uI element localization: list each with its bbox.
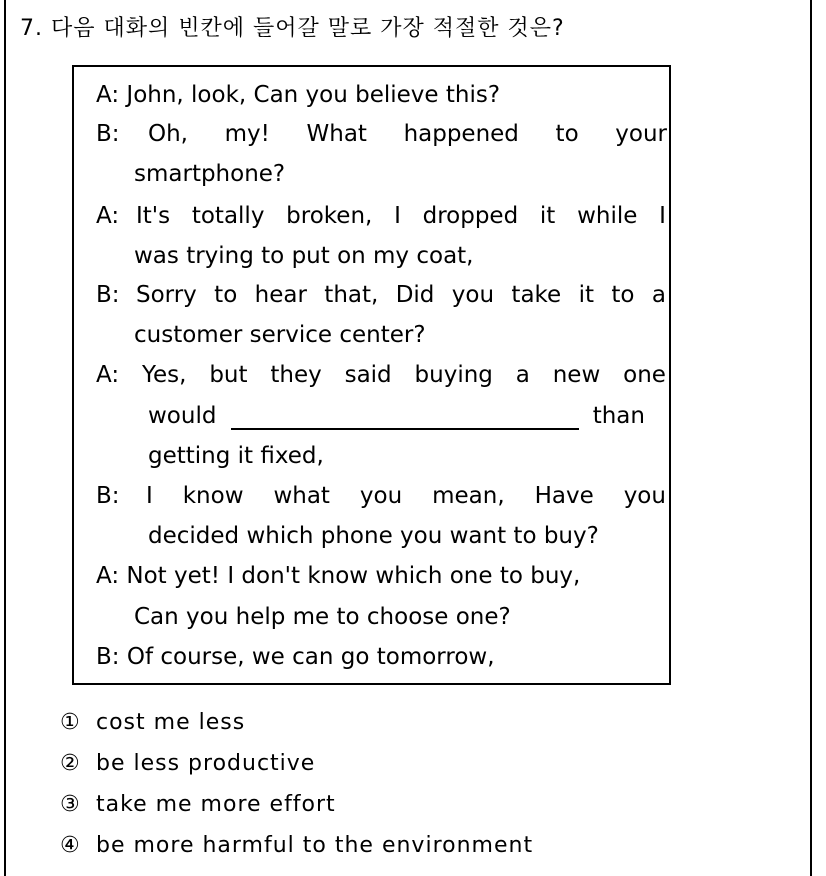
word: Yes, (142, 362, 187, 388)
choice-text: cost me less (96, 710, 246, 735)
choice-3[interactable] (60, 792, 336, 817)
choice-1[interactable] (60, 710, 245, 735)
word: that, (324, 282, 379, 308)
speaker-label: A: (96, 203, 120, 229)
word: my! (224, 121, 270, 147)
dialogue-line (96, 81, 500, 109)
word: broken, (286, 203, 373, 229)
speaker-label: B: (96, 282, 120, 308)
speaker-label: B: (96, 483, 120, 509)
word: you (623, 483, 666, 509)
word: but (209, 362, 248, 388)
word: Did (395, 282, 435, 308)
justified-text (136, 202, 666, 230)
word: happened (403, 121, 519, 147)
choice-number: ④ (60, 833, 81, 858)
word: to (555, 121, 579, 147)
word: Sorry (136, 282, 197, 308)
justified-text (136, 281, 666, 309)
word: a (651, 282, 666, 308)
word: Oh, (148, 121, 188, 147)
question-title: 7. 다음 대화의 빈칸에 들어갈 말로 가장 적절한 것은? (20, 16, 565, 41)
dialogue-box (72, 65, 671, 685)
word: mean, (432, 483, 505, 509)
speaker-label: A: (96, 563, 120, 589)
justified-text (148, 120, 667, 148)
word: Have (534, 483, 594, 509)
word: I (659, 203, 666, 229)
choice-4[interactable] (60, 833, 533, 858)
choice-text: take me more effort (96, 792, 336, 817)
dialogue-line: was trying to put on my coat, (134, 243, 474, 269)
dialogue-line: Can you help me to choose one? (134, 604, 511, 630)
dialogue-text: Of course, we can go tomorrow, (126, 644, 495, 670)
word: would (148, 403, 217, 429)
word: they (270, 362, 322, 388)
speaker-label: A: (96, 82, 120, 108)
dialogue-line (96, 562, 580, 590)
word: your (615, 121, 667, 147)
choice-number: ③ (60, 792, 81, 817)
word: dropped (422, 203, 519, 229)
word: to (611, 282, 635, 308)
word: while (577, 203, 638, 229)
word: to (214, 282, 238, 308)
word: it (578, 282, 594, 308)
word: What (306, 121, 367, 147)
word: than (592, 403, 645, 429)
word: buying (414, 362, 493, 388)
word: take (511, 282, 562, 308)
justified-text (146, 482, 666, 510)
dialogue-text: Not yet! I don't know which one to buy, (126, 563, 581, 589)
word: you (451, 282, 495, 308)
word: what (273, 483, 330, 509)
choice-number: ② (60, 751, 81, 776)
dialogue-line: customer service center? (134, 322, 426, 348)
blank-line (148, 402, 645, 430)
speaker-label: B: (96, 644, 120, 670)
dialogue-text: John, look, Can you believe this? (126, 82, 501, 108)
word: know (182, 483, 244, 509)
word: a (515, 362, 530, 388)
word: new (552, 362, 601, 388)
choice-number: ① (60, 710, 81, 735)
dialogue-line: getting it fixed, (148, 443, 324, 469)
choice-text: be more harmful to the environment (96, 833, 534, 858)
dialogue-line: smartphone? (134, 161, 286, 187)
word: I (394, 203, 401, 229)
word: It's (136, 203, 171, 229)
word: hear (254, 282, 307, 308)
word: it (539, 203, 556, 229)
word: totally (191, 203, 265, 229)
choice-text: be less productive (96, 751, 316, 776)
speaker-label: B: (96, 121, 120, 147)
word: said (344, 362, 392, 388)
answer-blank (231, 406, 579, 430)
speaker-label: A: (96, 362, 120, 388)
dialogue-line (96, 643, 495, 671)
word: you (359, 483, 403, 509)
dialogue-line: decided which phone you want to buy? (148, 523, 599, 549)
word: one (623, 362, 666, 388)
word: I (146, 483, 153, 509)
choice-2[interactable] (60, 751, 315, 776)
justified-text (142, 361, 666, 389)
